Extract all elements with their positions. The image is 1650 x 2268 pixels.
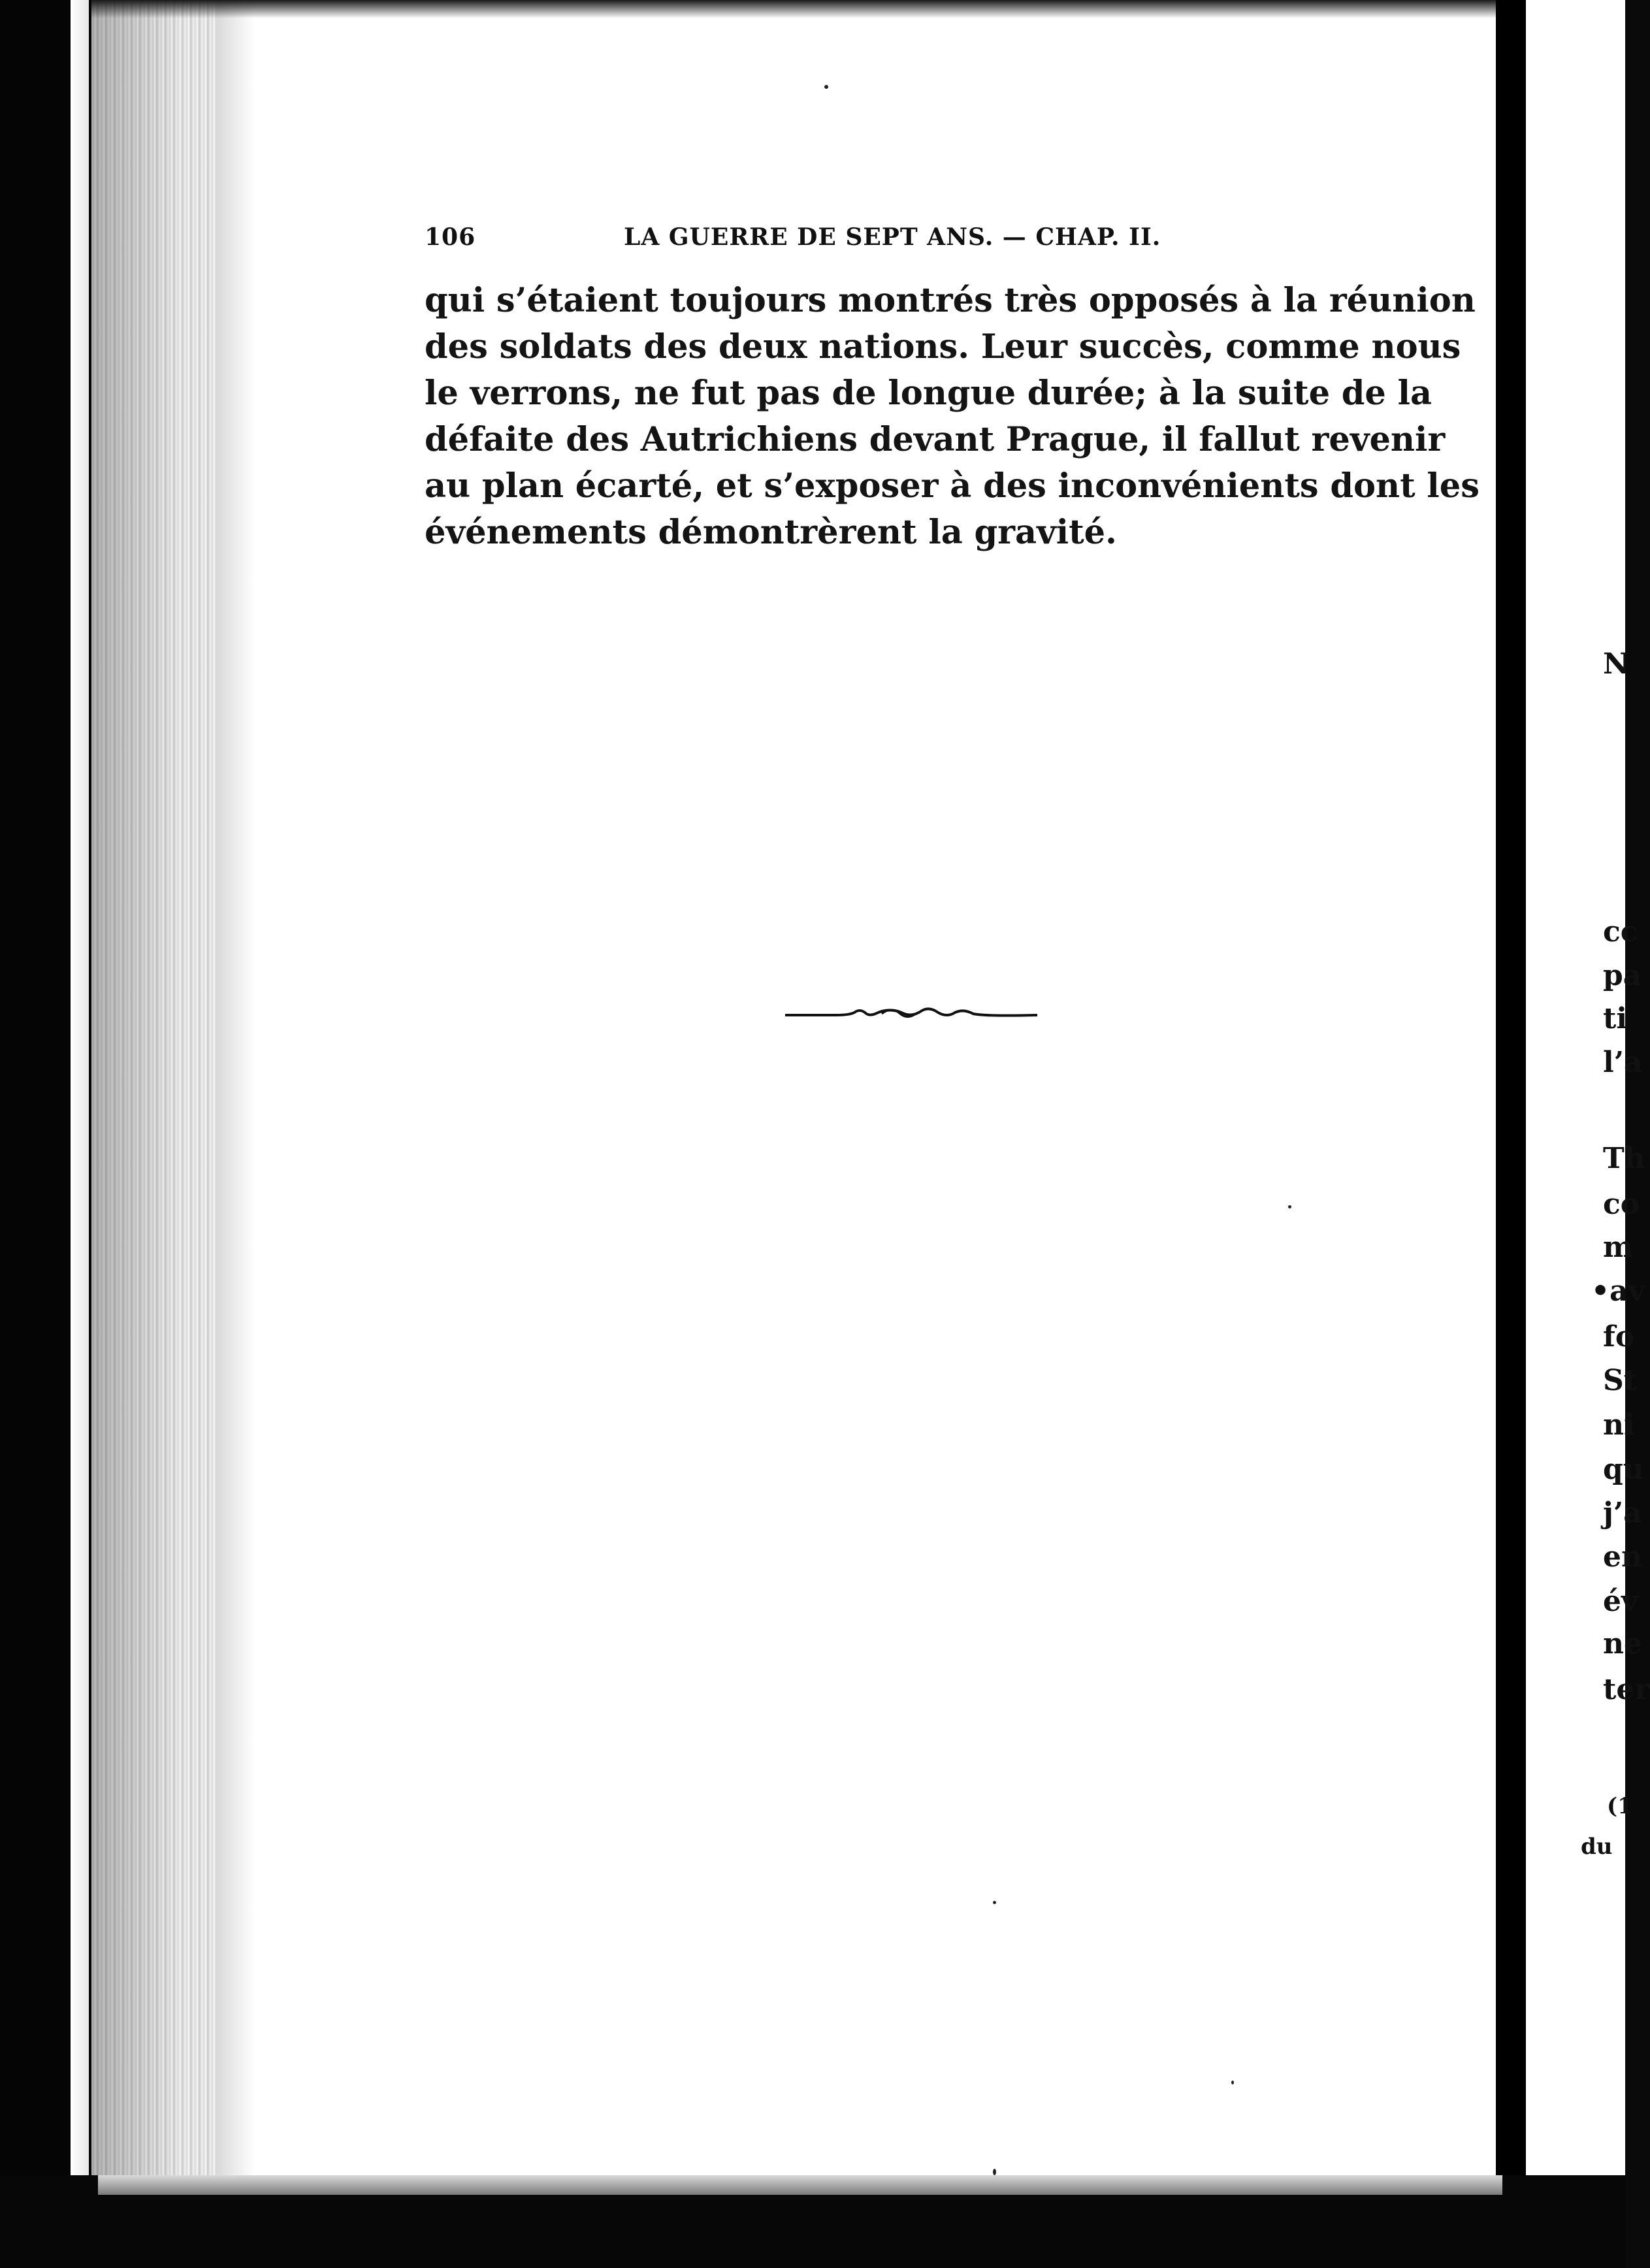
facing-text-fragment: ti: [1603, 1002, 1628, 1035]
facing-text-fragment: ne: [1603, 1627, 1642, 1660]
facing-text-fragment: j’a: [1603, 1497, 1642, 1530]
text-line: des soldats des deux nations. Leur succès, comme nous: [425, 327, 1461, 366]
facing-text-fragment: Th: [1603, 1142, 1645, 1175]
facing-text-fragment: co: [1603, 1188, 1640, 1221]
facing-page: [1526, 0, 1650, 2268]
facing-text-fragment: qu: [1603, 1453, 1644, 1486]
scan-speck: [1231, 2081, 1234, 2084]
text-line: événements démontrèrent la gravité.: [425, 513, 1117, 552]
facing-text-fragment: ter: [1603, 1673, 1650, 1706]
text-line: qui s’étaient toujours montrés très opposés à la réunion: [425, 281, 1476, 320]
body-text: [425, 278, 1480, 556]
page-bottom-edge: [98, 2175, 1502, 2195]
facing-text-fragment: (1: [1607, 1793, 1633, 1819]
text-line: défaite des Autrichiens devant Prague, il fallut revenir: [425, 420, 1446, 459]
page-number: 106: [425, 223, 476, 251]
facing-text-fragment: ni: [1603, 1408, 1635, 1442]
facing-text-fragment: en: [1603, 1540, 1642, 1574]
facing-text-fragment: cc: [1603, 915, 1638, 948]
facing-text-fragment: St: [1603, 1364, 1638, 1397]
text-line: le verrons, ne fut pas de longue durée; à la suite de la: [425, 374, 1432, 413]
bottom-scan-border: [0, 2175, 1625, 2268]
facing-text-fragment: fo: [1603, 1320, 1635, 1353]
scan-speck: [993, 1901, 996, 1904]
facing-text-fragment: év: [1603, 1585, 1638, 1618]
page-edge: [71, 0, 89, 2208]
scan-speck: [824, 85, 828, 89]
text-line: au plan écarté, et s’exposer à des inconvénients dont les: [425, 466, 1480, 506]
facing-text-fragment: •av: [1591, 1274, 1645, 1308]
tail-piece-ornament: [784, 1001, 1039, 1027]
facing-text-fragment: du: [1581, 1834, 1613, 1860]
running-header: [425, 223, 1195, 253]
facing-text-fragment: l’a: [1603, 1046, 1643, 1079]
running-title: LA GUERRE DE SEPT ANS. — CHAP. II.: [624, 223, 1161, 251]
top-scan-shadow: [91, 0, 1515, 18]
scan-speck: [1288, 1205, 1291, 1208]
book-gutter: [1496, 0, 1526, 2268]
left-scan-border: [0, 0, 91, 2268]
scan-speck: [993, 2169, 996, 2175]
facing-text-fragment: m: [1603, 1231, 1634, 1264]
facing-text-fragment: pa: [1603, 959, 1642, 992]
facing-text-fragment: N: [1603, 647, 1630, 681]
